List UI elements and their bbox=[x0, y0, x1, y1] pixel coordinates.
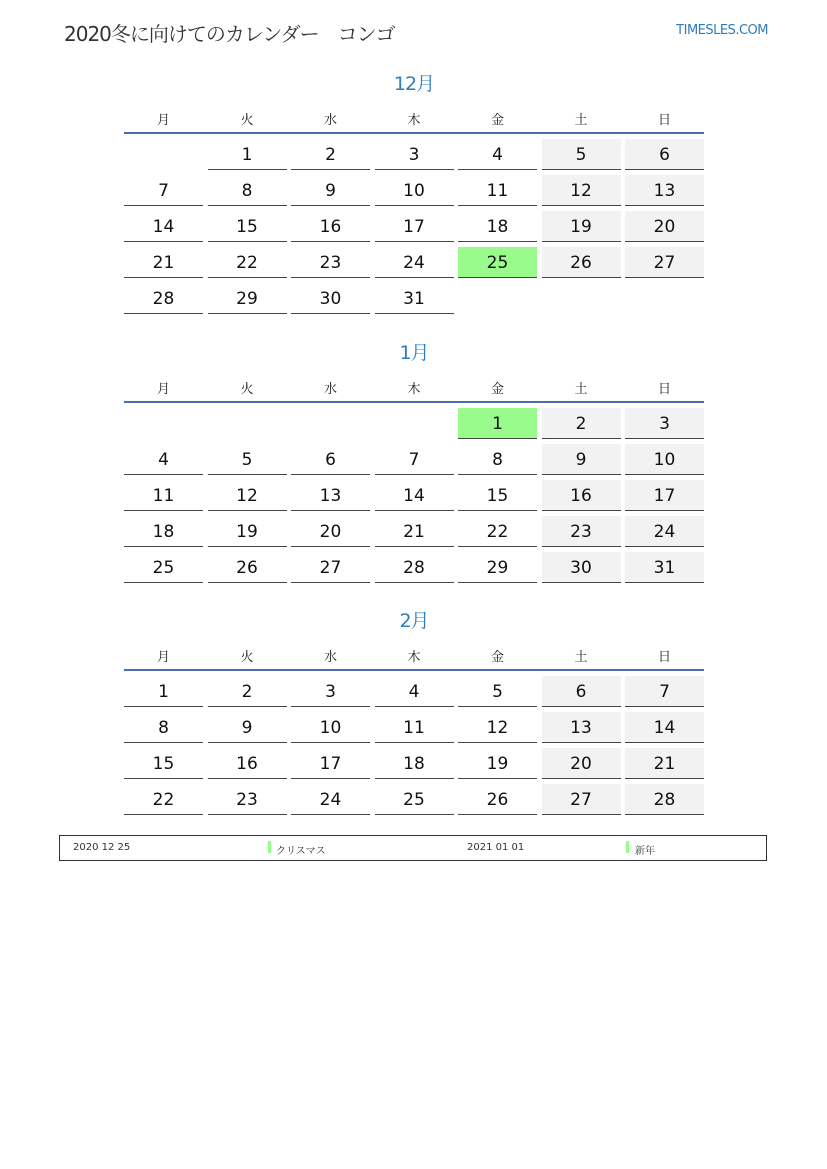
month-block bbox=[124, 70, 704, 314]
weekday-label: 月 bbox=[156, 649, 170, 665]
page-title: 2020冬に向けてのカレンダー コンゴ bbox=[64, 22, 395, 46]
empty-cell bbox=[291, 408, 370, 438]
legend-date: 2020 12 25 bbox=[73, 842, 131, 853]
weekday-label: 土 bbox=[574, 381, 588, 397]
day-cell: 5 bbox=[208, 444, 287, 475]
weekday-label: 金 bbox=[490, 112, 504, 128]
month-block bbox=[124, 339, 704, 583]
weekday-label: 水 bbox=[323, 112, 337, 128]
month-title: 2月 bbox=[399, 610, 429, 632]
day-cell: 20 bbox=[542, 748, 621, 779]
day-cell: 19 bbox=[208, 516, 287, 547]
day-cell: 26 bbox=[542, 247, 621, 278]
day-cell: 17 bbox=[625, 480, 704, 511]
weekday-header bbox=[124, 373, 704, 403]
day-cell: 18 bbox=[375, 748, 454, 779]
day-cell: 14 bbox=[625, 712, 704, 743]
day-cell: 21 bbox=[625, 748, 704, 779]
day-cell: 3 bbox=[291, 676, 370, 707]
day-cell: 24 bbox=[625, 516, 704, 547]
legend-holiday-name: クリスマス bbox=[276, 846, 326, 857]
day-cell: 8 bbox=[458, 444, 537, 475]
day-cell: 29 bbox=[208, 283, 287, 314]
day-cell: 9 bbox=[291, 175, 370, 206]
day-cell: 22 bbox=[124, 784, 203, 815]
holiday-legend bbox=[59, 835, 767, 861]
day-cell: 7 bbox=[625, 676, 704, 707]
day-cell: 20 bbox=[625, 211, 704, 242]
day-cell: 27 bbox=[625, 247, 704, 278]
weekday-label: 日 bbox=[657, 649, 671, 665]
day-cell: 11 bbox=[375, 712, 454, 743]
day-cell: 12 bbox=[542, 175, 621, 206]
weekday-label: 土 bbox=[574, 649, 588, 665]
day-cell: 31 bbox=[625, 552, 704, 583]
day-cell: 15 bbox=[208, 211, 287, 242]
legend-date: 2021 01 01 bbox=[467, 842, 525, 853]
day-cell: 13 bbox=[625, 175, 704, 206]
day-cell: 27 bbox=[542, 784, 621, 815]
day-cell: 29 bbox=[458, 552, 537, 583]
day-cell: 16 bbox=[208, 748, 287, 779]
weekday-label: 月 bbox=[156, 381, 170, 397]
day-cell: 16 bbox=[542, 480, 621, 511]
day-cell: 5 bbox=[458, 676, 537, 707]
day-cell: 10 bbox=[625, 444, 704, 475]
day-cell: 3 bbox=[375, 139, 454, 170]
weekday-label: 木 bbox=[407, 381, 421, 397]
day-cell: 8 bbox=[208, 175, 287, 206]
day-cell: 27 bbox=[291, 552, 370, 583]
day-cell: 17 bbox=[375, 211, 454, 242]
day-cell: 31 bbox=[375, 283, 454, 314]
day-cell: 16 bbox=[291, 211, 370, 242]
legend-marker bbox=[626, 841, 629, 853]
empty-cell bbox=[124, 139, 203, 169]
day-cell: 4 bbox=[124, 444, 203, 475]
day-cell: 12 bbox=[458, 712, 537, 743]
day-cell: 7 bbox=[124, 175, 203, 206]
day-cell: 21 bbox=[375, 516, 454, 547]
day-grid bbox=[124, 408, 704, 583]
day-cell: 23 bbox=[542, 516, 621, 547]
day-cell: 6 bbox=[542, 676, 621, 707]
weekday-label: 火 bbox=[240, 112, 254, 128]
day-cell: 6 bbox=[625, 139, 704, 170]
day-cell: 7 bbox=[375, 444, 454, 475]
weekday-label: 木 bbox=[407, 112, 421, 128]
empty-cell bbox=[124, 408, 203, 438]
day-cell: 26 bbox=[458, 784, 537, 815]
day-cell: 26 bbox=[208, 552, 287, 583]
day-cell: 25 bbox=[124, 552, 203, 583]
day-cell: 9 bbox=[542, 444, 621, 475]
weekday-label: 火 bbox=[240, 381, 254, 397]
month-title: 1月 bbox=[399, 342, 429, 364]
day-cell: 21 bbox=[124, 247, 203, 278]
weekday-label: 金 bbox=[490, 649, 504, 665]
day-cell: 19 bbox=[542, 211, 621, 242]
weekday-label: 土 bbox=[574, 112, 588, 128]
day-cell: 24 bbox=[291, 784, 370, 815]
day-cell: 13 bbox=[291, 480, 370, 511]
day-cell: 9 bbox=[208, 712, 287, 743]
day-cell: 1 bbox=[208, 139, 287, 170]
empty-cell bbox=[375, 408, 454, 438]
day-cell: 18 bbox=[124, 516, 203, 547]
day-cell: 15 bbox=[124, 748, 203, 779]
day-cell: 2 bbox=[542, 408, 621, 439]
empty-cell bbox=[208, 408, 287, 438]
day-cell: 1 bbox=[124, 676, 203, 707]
day-cell: 28 bbox=[625, 784, 704, 815]
month-block bbox=[124, 607, 704, 815]
day-cell: 2 bbox=[291, 139, 370, 170]
weekday-label: 金 bbox=[490, 381, 504, 397]
day-cell: 14 bbox=[124, 211, 203, 242]
day-cell: 13 bbox=[542, 712, 621, 743]
day-cell: 19 bbox=[458, 748, 537, 779]
day-cell: 23 bbox=[208, 784, 287, 815]
day-cell: 10 bbox=[291, 712, 370, 743]
day-cell: 30 bbox=[542, 552, 621, 583]
day-cell: 8 bbox=[124, 712, 203, 743]
weekday-label: 水 bbox=[323, 649, 337, 665]
weekday-header bbox=[124, 641, 704, 671]
day-cell: 24 bbox=[375, 247, 454, 278]
weekday-label: 水 bbox=[323, 381, 337, 397]
day-cell: 5 bbox=[542, 139, 621, 170]
day-cell: 2 bbox=[208, 676, 287, 707]
weekday-label: 月 bbox=[156, 112, 170, 128]
weekday-label: 日 bbox=[657, 112, 671, 128]
day-cell: 14 bbox=[375, 480, 454, 511]
legend-holiday-name: 新年 bbox=[635, 846, 655, 857]
day-cell: 15 bbox=[458, 480, 537, 511]
day-cell: 4 bbox=[458, 139, 537, 170]
day-cell: 3 bbox=[625, 408, 704, 439]
holiday-day-cell: 25 bbox=[458, 247, 537, 278]
day-cell: 22 bbox=[458, 516, 537, 547]
day-cell: 30 bbox=[291, 283, 370, 314]
holiday-day-cell: 1 bbox=[458, 408, 537, 439]
day-cell: 28 bbox=[124, 283, 203, 314]
day-grid bbox=[124, 676, 704, 815]
day-cell: 17 bbox=[291, 748, 370, 779]
day-cell: 11 bbox=[124, 480, 203, 511]
legend-marker bbox=[268, 841, 271, 853]
weekday-label: 日 bbox=[657, 381, 671, 397]
day-cell: 18 bbox=[458, 211, 537, 242]
day-grid bbox=[124, 139, 704, 314]
weekday-label: 木 bbox=[407, 649, 421, 665]
day-cell: 4 bbox=[375, 676, 454, 707]
site-link[interactable]: TIMESLES.COM bbox=[676, 23, 768, 38]
day-cell: 25 bbox=[375, 784, 454, 815]
day-cell: 10 bbox=[375, 175, 454, 206]
day-cell: 12 bbox=[208, 480, 287, 511]
day-cell: 11 bbox=[458, 175, 537, 206]
month-title: 12月 bbox=[393, 73, 435, 95]
weekday-header bbox=[124, 104, 704, 134]
day-cell: 22 bbox=[208, 247, 287, 278]
day-cell: 28 bbox=[375, 552, 454, 583]
day-cell: 6 bbox=[291, 444, 370, 475]
weekday-label: 火 bbox=[240, 649, 254, 665]
day-cell: 23 bbox=[291, 247, 370, 278]
day-cell: 20 bbox=[291, 516, 370, 547]
